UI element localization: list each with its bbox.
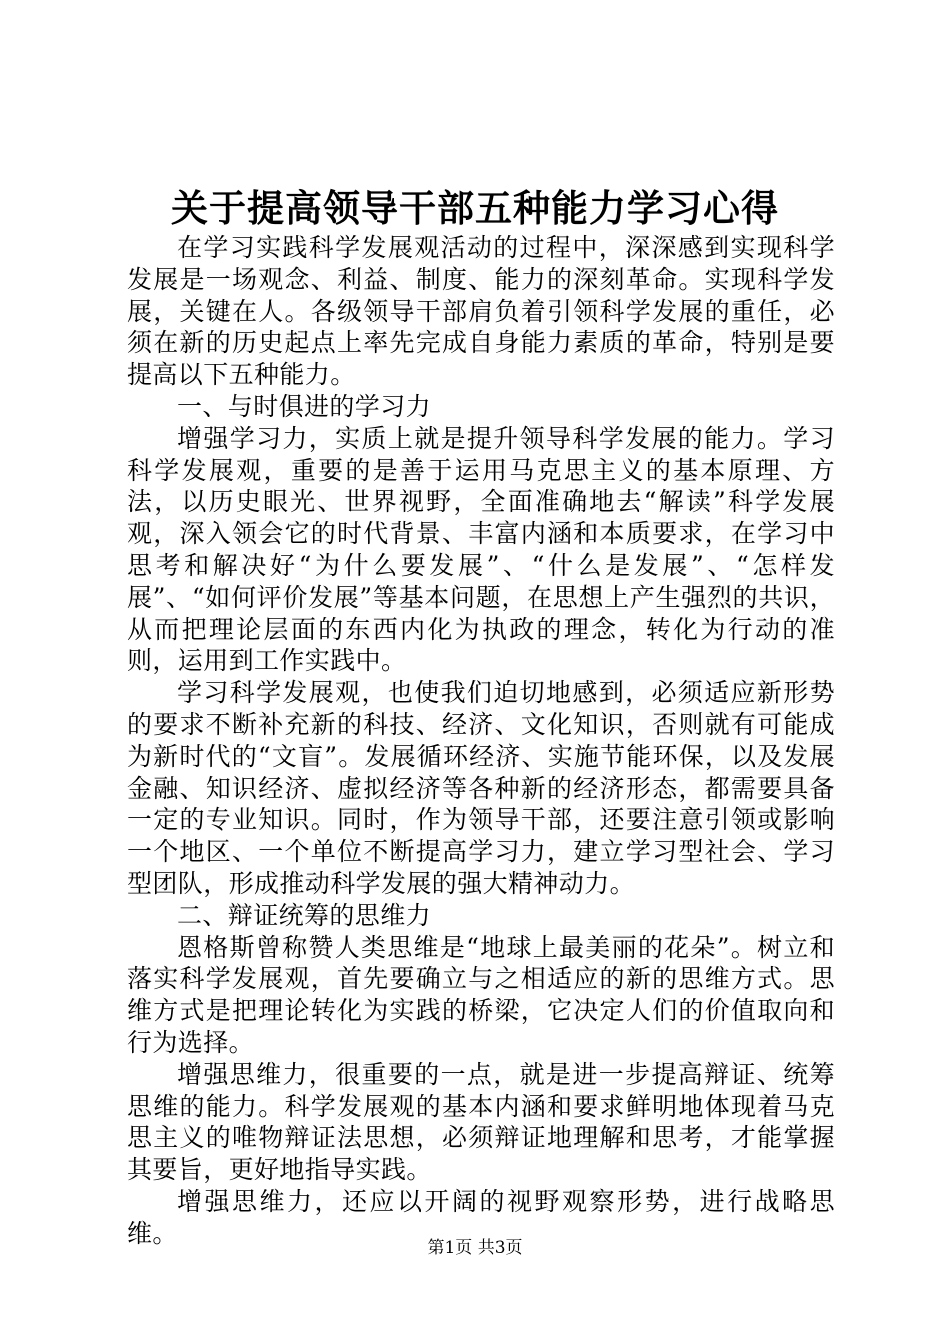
section-heading-1: 一、与时俱进的学习力 (177, 391, 432, 421)
paragraph-learning-1: 增强学习力，实质上就是提升领导科学发展的能力。学习科学发展观，重要的是善于运用马克思主义的基本原理、方法，以历史眼光、世界视野，全面准确地去“解读”科学发展观，深入领会它的时代背景、丰富内涵和本质要求，在学习中思考和解决好“为什么要发展”、“什么是发展”、“怎样发展”、“如何评价发展”等基本问题，在思想上产生强烈的共识，从而把理论层面的东西内化为执政的理念，转化为行动的准则，运用到工作实践中。 (127, 423, 835, 676)
page-footer: 第1页 共3页 (427, 1238, 523, 1258)
document-title: 关于提高领导干部五种能力学习心得 (171, 186, 779, 230)
paragraph-thinking-2: 增强思维力，很重要的一点，就是进一步提高辩证、统筹思维的能力。科学发展观的基本内涵和要求鲜明地体现着马克思主义的唯物辩证法思想，必须辩证地理解和思考，才能掌握其要旨，更好地指导实践。 (127, 1059, 835, 1185)
paragraph-thinking-3: 增强思维力，还应以开阔的视野观察形势，进行战略思维。 (127, 1186, 835, 1248)
paragraph-thinking-1: 恩格斯曾称赞人类思维是“地球上最美丽的花朵”。树立和落实科学发展观，首先要确立与之相适应的新的思维方式。思维方式是把理论转化为实践的桥梁，它决定人们的价值取向和行为选择。 (127, 932, 835, 1057)
paragraph-learning-2: 学习科学发展观，也使我们迫切地感到，必须适应新形势的要求不断补充新的科技、经济、文化知识，否则就有可能成为新时代的“文盲”。发展循环经济、实施节能环保，以及发展金融、知识经济、虚拟经济等各种新的经济形态，都需要具备一定的专业知识。同时，作为领导干部，还要注意引领或影响一个地区、一个单位不断提高学习力，建立学习型社会、学习型团队，形成推动科学发展的强大精神动力。 (127, 678, 835, 898)
paragraph-intro: 在学习实践科学发展观活动的过程中，深深感到实现科学发展是一场观念、利益、制度、能力的深刻革命。实现科学发展，关键在人。各级领导干部肩负着引领科学发展的重任，必须在新的历史起点上率先完成自身能力素质的革命，特别是要提高以下五种能力。 (127, 233, 835, 390)
section-heading-2: 二、辩证统筹的思维力 (177, 900, 432, 930)
document-body (127, 232, 835, 1250)
